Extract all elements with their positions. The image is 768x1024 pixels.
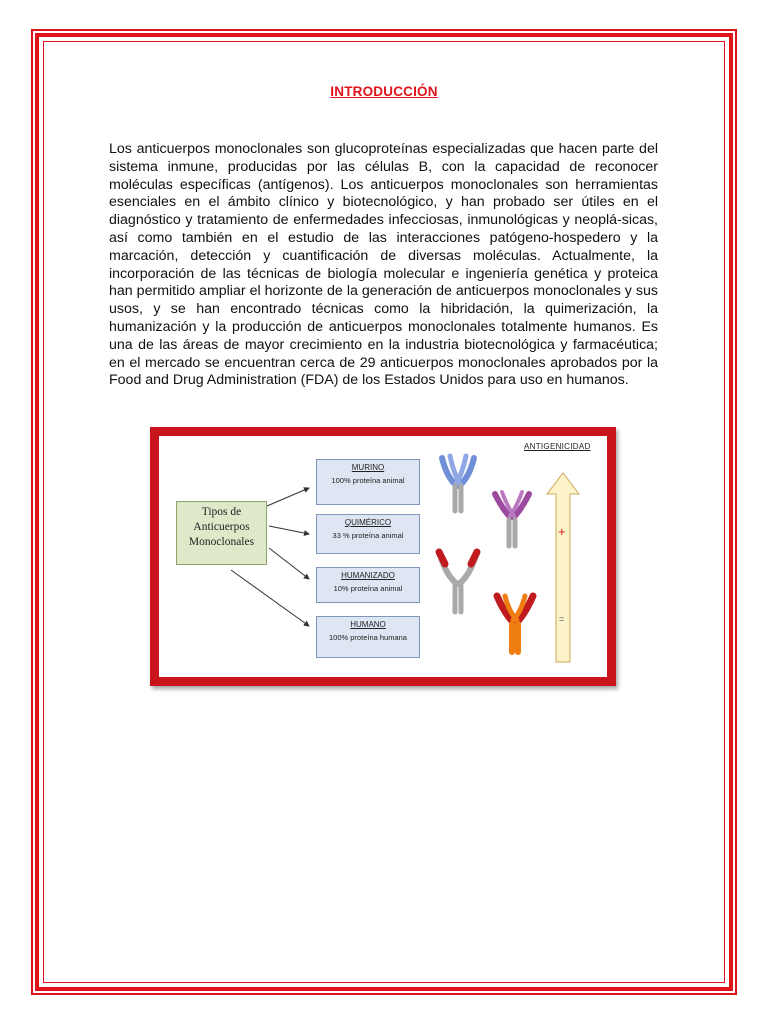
- category-quimerico: [316, 514, 420, 554]
- category-desc: 10% proteína animal: [333, 584, 403, 593]
- category-humanizado: [316, 567, 420, 603]
- category-desc: 100% proteína animal: [331, 476, 405, 485]
- intro-paragraph: Los anticuerpos monoclonales son glucoproteínas especializadas que hacen parte del sistema inmune, producidas por las células B, con la capacidad de reconocer moléculas específicas (antígenos). Los anticuerpos monoclonales son herramientas esenciales en el ámbito clínico y biotecnológico, y han probado ser útiles en el diagnóstico y tratamiento de enfermedades infecciosas, inmunológicas y neoplá-sicas, así como también en el estudio de las interacciones patógeno-hospedero y la marcación, detección y cuantificación de diversas moléculas. Actualmente, la incorporación de las técnicas de biología molecular e ingeniería genética y proteica han permitido ampliar el horizonte de la generación de anticuerpos monoclonales y sus usos, y se han encontrado técnicas como la hibridación, la quimerización, la humanización y la producción de anticuerpos monoclonales totalmente humanos. Es una de las áreas de mayor crecimiento en la industria biotecnológica y farmacéutica; en el mercado se encuentran cerca de 29 anticuerpos monoclonales aprobados por la Food and Drug Administration (FDA) de los Estados Unidos para uso en humanos.: [109, 141, 658, 389]
- category-title: QUIMÉRICO: [344, 518, 392, 527]
- category-title: HUMANIZADO: [341, 571, 395, 580]
- antigenicity-arrow: [547, 473, 579, 662]
- antigenicity-label: ANTIGENICIDAD: [524, 442, 591, 451]
- chimeric-antibody-icon: [495, 492, 529, 546]
- category-title: HUMANO: [350, 620, 386, 629]
- types-line-3: Monoclonales: [188, 536, 255, 548]
- murine-antibody-icon: [442, 456, 474, 511]
- types-line-1: Tipos de: [201, 506, 242, 518]
- arrow-to-murino: [267, 488, 309, 506]
- category-murino: [316, 459, 420, 505]
- category-desc: 100% proteína humana: [329, 633, 407, 642]
- human-antibody-icon: [497, 596, 533, 652]
- humanized-antibody-icon: [439, 552, 477, 612]
- arrow-to-humano: [231, 570, 309, 626]
- arrow-to-humanizado: [269, 548, 309, 579]
- plus-sign: +: [558, 524, 566, 539]
- antibody-types-figure: [150, 427, 616, 686]
- page-title: INTRODUCCIÓN: [330, 84, 438, 99]
- category-desc: 33 % proteína animal: [332, 531, 404, 540]
- category-humano: [316, 616, 420, 658]
- arrow-to-quimerico: [269, 526, 309, 534]
- category-title: MURINO: [351, 463, 385, 472]
- antibody-types-box: [176, 501, 267, 565]
- minus-sign: =: [559, 614, 565, 624]
- types-line-2: Anticuerpos: [193, 521, 250, 533]
